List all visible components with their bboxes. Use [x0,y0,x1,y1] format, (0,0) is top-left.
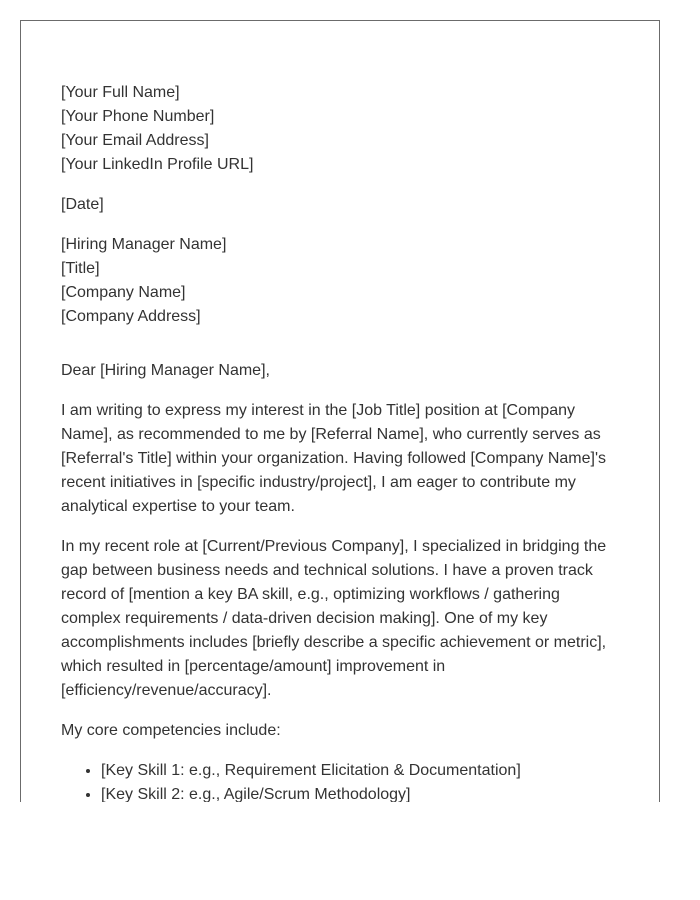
sender-linkedin: [Your LinkedIn Profile URL] [61,156,254,173]
list-item: • [Key Skill 1: e.g., Requirement Elicitation & Documentation] [101,759,621,783]
sender-block [61,81,621,177]
recipient-title: [Title] [61,260,100,277]
sender-name: [Your Full Name] [61,84,180,101]
paragraph-experience: In my recent role at [Current/Previous Company], I specialized in bridging the gap between business needs and technical solutions. I have a proven track record of [mention a key BA skill, e.g., optimizing workflows / gathering complex requirements / data-driven decision making]. One of my key accomplishments includes [briefly describe a specific achievement or metric], which resulted in [percentage/amount] improvement in [efficiency/revenue/accuracy]. [61,538,607,699]
document-page [20,20,660,802]
letter-date: [Date] [61,196,104,213]
letter-body [61,81,621,802]
recipient-address: [Company Address] [61,308,201,325]
recipient-company: [Company Name] [61,284,186,301]
paragraph-competencies: My core competencies include: [61,722,281,739]
sender-phone: [Your Phone Number] [61,108,215,125]
skills-list [61,759,621,802]
paragraph-intro: I am writing to express my interest in the [Job Title] position at [Company Name], as recommended to me by [Referral Name], who currently serves as [Referral's Title] within your organization. Having followed [Company Name]'s recent initiatives in [specific industry/project], I am eager to contribute my analytical expertise to your team. [61,402,607,515]
recipient-block [61,233,621,329]
list-item: • [Key Skill 2: e.g., Agile/Scrum Methodology] [101,783,621,802]
date-block [61,193,621,217]
salutation: Dear [Hiring Manager Name], [61,362,270,379]
recipient-name: [Hiring Manager Name] [61,236,227,253]
sender-email: [Your Email Address] [61,132,209,149]
